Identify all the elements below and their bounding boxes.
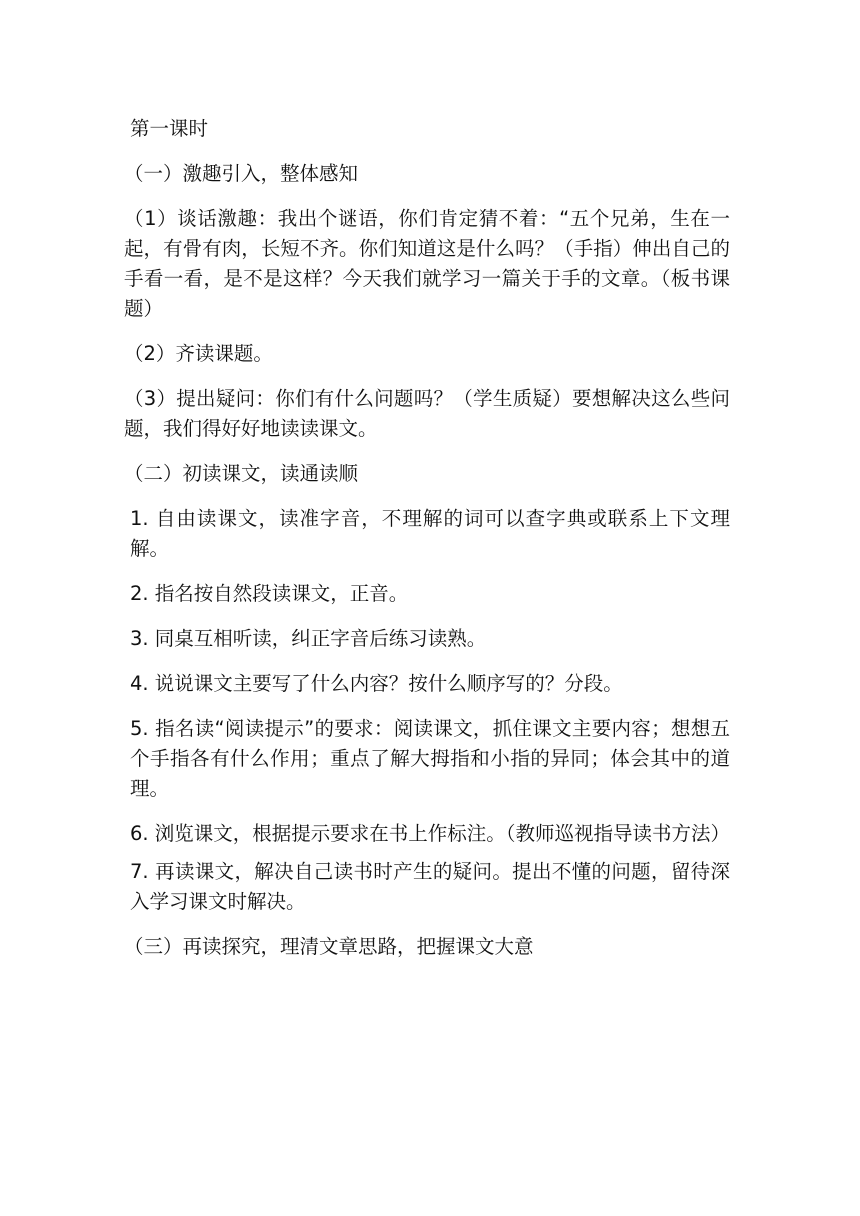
list-item-4: 4. 说说课文主要写了什么内容？按什么顺序写的？分段。: [130, 672, 623, 695]
document-page: [124, 114, 731, 977]
section-heading-3: （三）再读探究，理清文章思路，把握课文大意: [124, 935, 534, 958]
lesson-title: 第一课时: [130, 117, 209, 140]
list-item-3: 3. 同桌互相听读，纠正字音后练习读熟。: [130, 627, 487, 650]
list-item-5: 5. 指名读“阅读提示”的要求：阅读课文，抓住课文主要内容；想想五个手指各有什么作用；重点了解大拇指和小指的异同；体会其中的道理。: [130, 717, 730, 800]
list-item-7: 7. 再读课文，解决自己读书时产生的疑问。提出不懂的问题，留待深入学习课文时解决。: [130, 860, 730, 913]
paragraph-read-title: （2）齐读课题。: [124, 342, 273, 365]
paragraph-raise-questions: （3）提出疑问：你们有什么问题吗？（学生质疑）要想解决这么些问题，我们得好好地读读课文。: [124, 387, 730, 440]
section-heading-2: （二）初读课文，读通读顺: [124, 462, 359, 485]
list-item-6: 6. 浏览课文，根据提示要求在书上作标注。（教师巡视指导读书方法）: [130, 822, 731, 845]
section-heading-1: （一）激趣引入，整体感知: [124, 162, 359, 185]
list-item-1: 1. 自由读课文，读准字音，不理解的词可以查字典或联系上下文理解。: [130, 507, 730, 560]
paragraph-talk-intro: （1）谈话激趣：我出个谜语，你们肯定猜不着：“五个兄弟，生在一起，有骨有肉，长短不齐。你们知道这是什么吗？（手指）伸出自己的手看一看，是不是这样？今天我们就学习一篇关于手的文章。（板书课题）: [124, 207, 730, 320]
list-item-2: 2. 指名按自然段读课文，正音。: [130, 582, 409, 605]
